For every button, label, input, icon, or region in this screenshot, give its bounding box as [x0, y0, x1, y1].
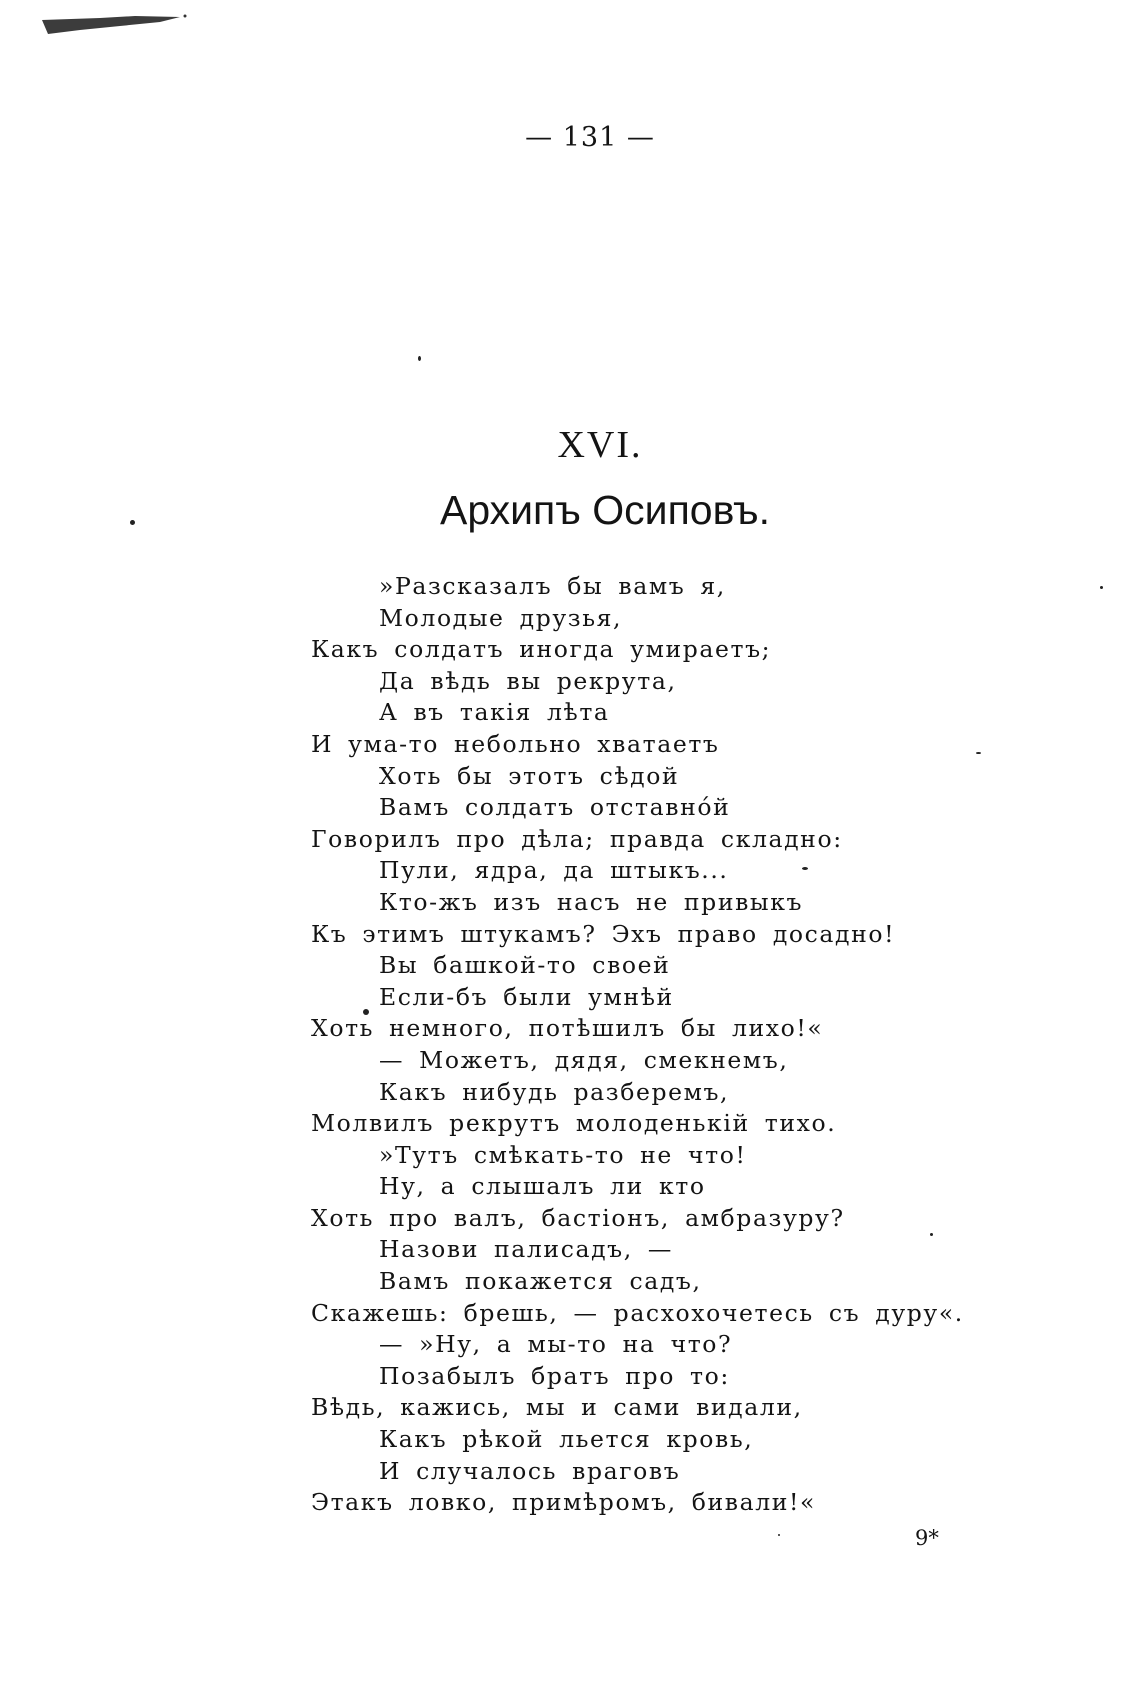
poem-line: Вамъ покажется садъ,: [379, 1267, 702, 1296]
poem-line: — Можетъ, дядя, смекнемъ,: [379, 1045, 789, 1074]
scan-smudge: [40, 14, 190, 36]
poem-line: Какъ нибудь разберемъ,: [379, 1077, 730, 1106]
scan-speck: [418, 356, 421, 361]
page-number: — 131 —: [525, 122, 655, 153]
poem-line: Пули, ядра, да штыкъ...: [379, 856, 729, 885]
poem-line: Какъ рѣкой льется кровь,: [379, 1425, 754, 1454]
poem-line: Молодые друзья,: [379, 603, 623, 632]
poem-line: Да вѣдь вы рекрута,: [379, 666, 677, 695]
poem-line: А въ такія лѣта: [379, 698, 610, 727]
chapter-title: Архипъ Осиповъ.: [439, 487, 771, 533]
poem-line: И случалось враговъ: [379, 1456, 681, 1485]
poem-line: Вѣдь, кажись, мы и сами видали,: [311, 1393, 803, 1422]
poem-line: Ну, а слышалъ ли кто: [379, 1172, 706, 1201]
poem-body: [311, 571, 964, 1519]
poem-line: Этакъ ловко, примѣромъ, бивали!«: [311, 1488, 817, 1517]
poem-line: Позабылъ братъ про то:: [379, 1361, 730, 1390]
poem-line: Назови палисадъ, —: [379, 1235, 673, 1264]
poem-line: Хоть бы этотъ сѣдой: [379, 761, 680, 790]
scan-speck: [778, 1534, 780, 1536]
scan-speck: [976, 752, 981, 754]
chapter-number: XVI.: [557, 424, 643, 466]
poem-line: Говорилъ про дѣла; правда складно:: [311, 824, 843, 853]
poem-line: Если-бъ были умнѣй: [379, 982, 674, 1011]
poem-line: Кто-жъ изъ насъ не привыкъ: [379, 887, 804, 916]
poem-line: Вы башкой-то своей: [379, 951, 671, 980]
poem-line: — »Ну, а мы-то на что?: [379, 1330, 733, 1359]
scan-speck: [1100, 586, 1103, 589]
poem-line: »Тутъ смѣкать-то не что!: [379, 1140, 747, 1169]
poem-line: Хоть немного, потѣшилъ бы лихо!«: [311, 1014, 824, 1043]
signature-mark: 9*: [915, 1526, 939, 1550]
poem-line: Хоть про валъ, бастіонъ, амбразуру?: [311, 1203, 845, 1232]
poem-line: Вамъ солдатъ отставнóй: [379, 793, 731, 822]
poem-line: И ума-то небольно хватаетъ: [311, 729, 720, 758]
poem-line: Какъ солдатъ иногда умираетъ;: [311, 635, 772, 664]
poem-line: Молвилъ рекрутъ молоденькій тихо.: [311, 1109, 837, 1138]
poem-line: »Разсказалъ бы вамъ я,: [379, 572, 726, 600]
poem-line: Скажешь: брешь, — расхохочетесь съ дуру«.: [311, 1298, 964, 1327]
poem-line: Къ этимъ штукамъ? Эхъ право досадно!: [311, 919, 896, 948]
